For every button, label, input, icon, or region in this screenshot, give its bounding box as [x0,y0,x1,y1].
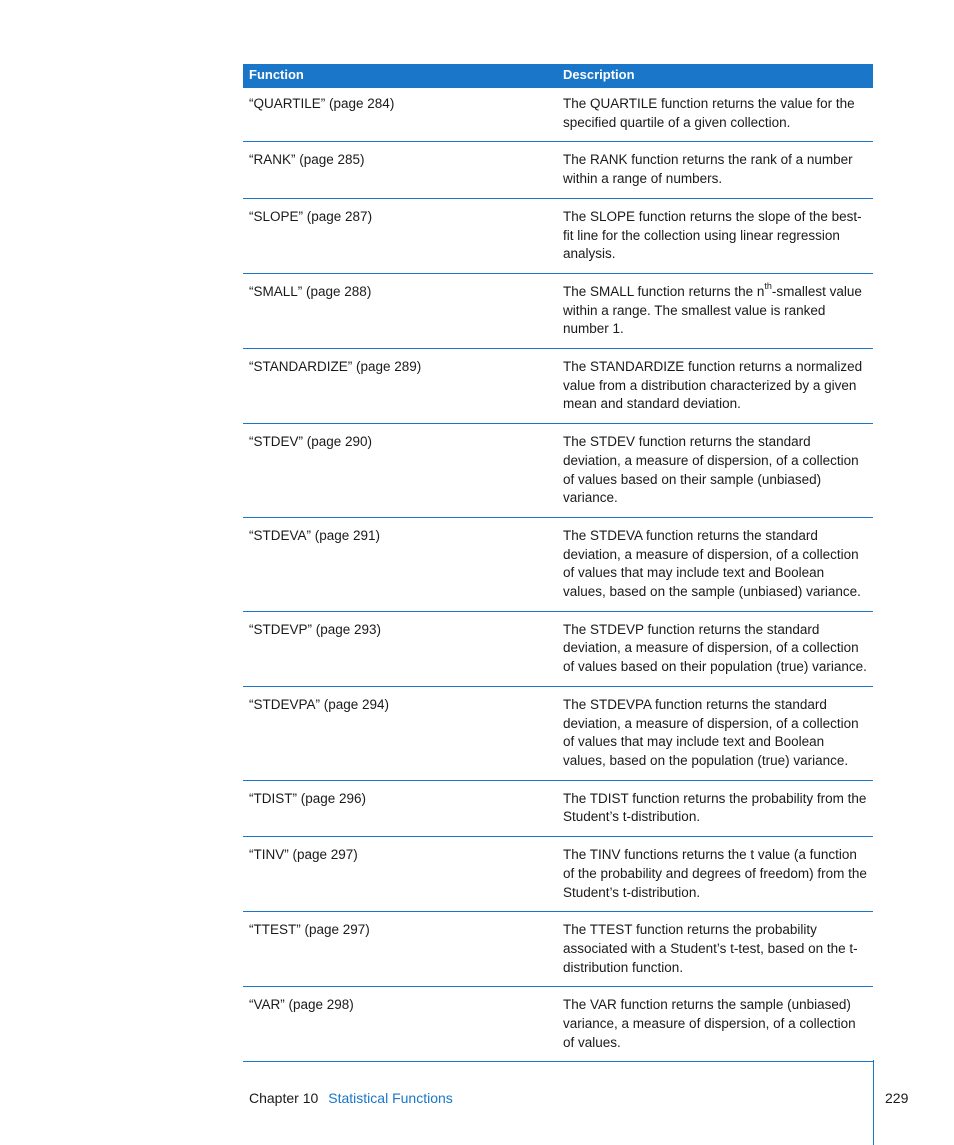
table-row [243,780,873,836]
page-number: 229 [885,1090,909,1106]
function-link[interactable]: “STDEVPA” (page 294) [243,686,557,780]
function-link[interactable]: “STANDARDIZE” (page 289) [243,349,557,424]
function-description: The STDEVP function returns the standard deviation, a measure of dispersion, of a collection of values based on their population (true) variance. [557,611,873,686]
table-row [243,349,873,424]
table-row [243,987,873,1062]
function-description: The TTEST function returns the probability associated with a Student’s t-test, based on the t-distribution function. [557,912,873,987]
function-link[interactable]: “STDEVP” (page 293) [243,611,557,686]
table-row [243,611,873,686]
table-row [243,198,873,273]
header-function: Function [243,64,557,88]
function-table-container [243,64,873,1062]
function-description: The TDIST function returns the probability from the Student’s t-distribution. [557,780,873,836]
function-description: The QUARTILE function returns the value for the specified quartile of a given collection. [557,88,873,142]
function-description: The STANDARDIZE function returns a normalized value from a distribution characterized by a given mean and standard deviation. [557,349,873,424]
function-description: The STDEVPA function returns the standard deviation, a measure of dispersion, of a collection of values that may include text and Boolean values, based on the population (true) variance. [557,686,873,780]
function-link[interactable]: “STDEV” (page 290) [243,424,557,518]
header-row [243,64,873,88]
function-description: The RANK function returns the rank of a number within a range of numbers. [557,142,873,198]
header-description: Description [557,64,873,88]
chapter-title-link[interactable]: Statistical Functions [328,1090,453,1106]
page-number-divider [873,1060,874,1145]
function-link[interactable]: “SLOPE” (page 287) [243,198,557,273]
function-description: The SLOPE function returns the slope of the best-fit line for the collection using linear regression analysis. [557,198,873,273]
table-row [243,517,873,611]
function-link[interactable]: “SMALL” (page 288) [243,273,557,348]
superscript-th: th [764,281,772,292]
table-body [243,88,873,1062]
function-link[interactable]: “TTEST” (page 297) [243,912,557,987]
table-row [243,837,873,912]
table-row [243,142,873,198]
table-row [243,88,873,142]
function-link[interactable]: “VAR” (page 298) [243,987,557,1062]
function-link[interactable]: “STDEVA” (page 291) [243,517,557,611]
function-description: The VAR function returns the sample (unbiased) variance, a measure of dispersion, of a collection of values. [557,987,873,1062]
function-link[interactable]: “RANK” (page 285) [243,142,557,198]
page-footer [249,1089,453,1107]
table-row [243,273,873,348]
function-description: The STDEVA function returns the standard deviation, a measure of dispersion, of a collection of values that may include text and Boolean values, based on the sample (unbiased) variance. [557,517,873,611]
function-link[interactable]: “TDIST” (page 296) [243,780,557,836]
table-row [243,912,873,987]
table-row [243,686,873,780]
description-text-pre: The SMALL function returns the n [563,283,765,299]
function-description: The STDEV function returns the standard deviation, a measure of dispersion, of a collection of values based on their sample (unbiased) variance. [557,424,873,518]
statistical-functions-table [243,64,873,1062]
chapter-label: Chapter 10 [249,1090,319,1106]
description-text-post: -smallest value within a range. The smallest value is ranked number 1. [563,283,862,337]
table-header [243,64,873,88]
function-description: The TINV functions returns the t value (a function of the probability and degrees of freedom) from the Student’s t-distribution. [557,837,873,912]
function-description [557,273,873,348]
table-row [243,424,873,518]
function-link[interactable]: “QUARTILE” (page 284) [243,88,557,142]
function-link[interactable]: “TINV” (page 297) [243,837,557,912]
